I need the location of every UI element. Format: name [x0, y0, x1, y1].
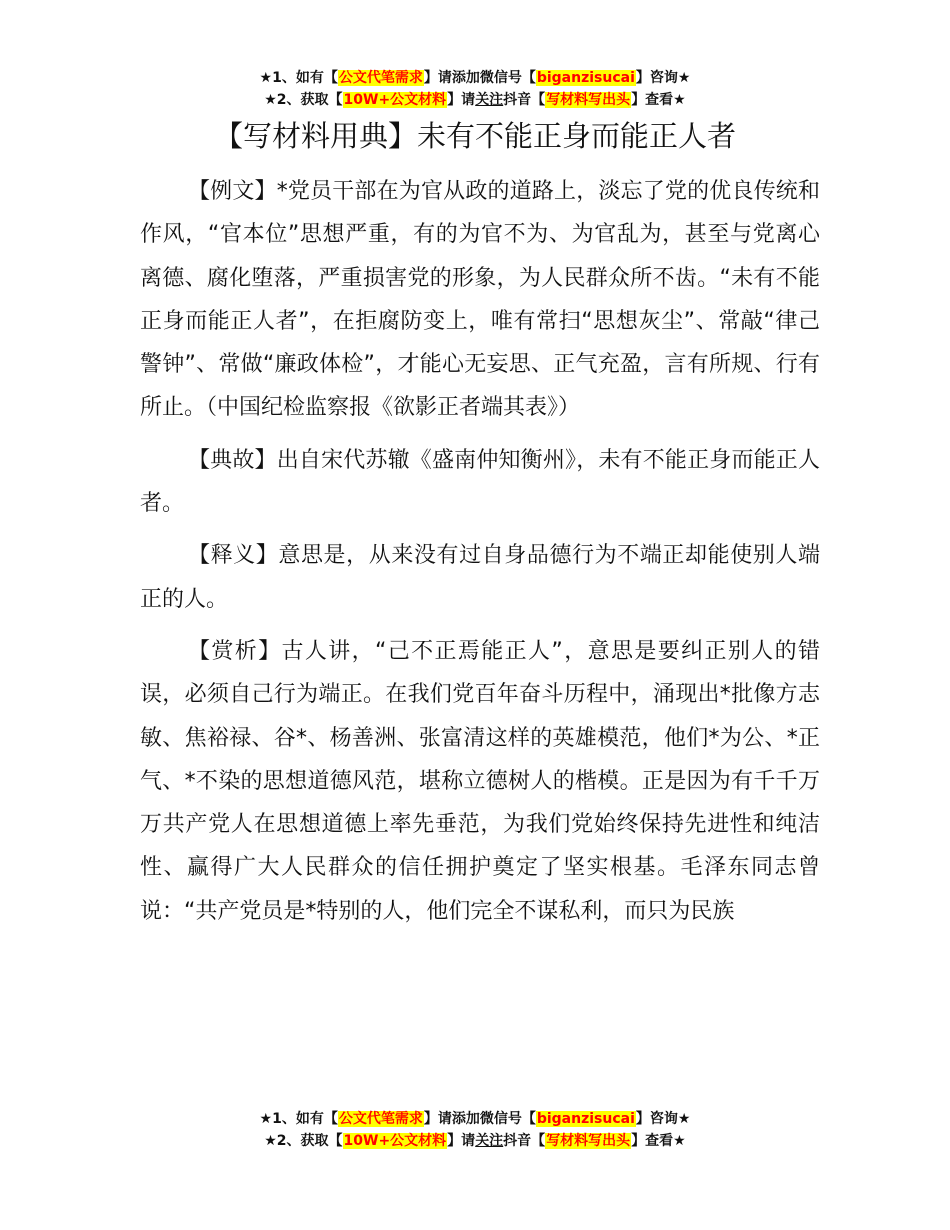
ad-highlight-douyin-account: 写材料写出头 [546, 1133, 631, 1149]
ad-highlight-wechat-id: biganzisucai [536, 70, 635, 86]
ad-highlight-douyin-account: 写材料写出头 [546, 92, 631, 108]
ad-text: 】请 [447, 1133, 476, 1149]
footer-ad [0, 1108, 950, 1152]
ad-text: 微信号【 [479, 70, 536, 86]
header-ad [0, 67, 950, 111]
paragraph-allusion: 【典故】出自宋代苏辙《盛南仲知衡州》，未有不能正身而能正人者。 [140, 447, 820, 517]
ad-text: 】请 [447, 92, 476, 108]
ad-text: 关注 [475, 92, 504, 108]
ad-text: 】请 [423, 70, 452, 86]
ad-text: 添加 [451, 1111, 480, 1127]
ad-text: 】查看★ [631, 1133, 686, 1149]
ad-highlight-materials: 10W+公文材料 [343, 92, 447, 108]
document-title: 【写材料用典】未有不能正身而能正人者 [213, 119, 736, 153]
ad-text: ★1、如有【 [259, 70, 338, 86]
ad-text: 】咨询★ [635, 70, 691, 86]
ad-highlight-wechat-id: biganzisucai [536, 1111, 635, 1127]
ad-text: ★2、获取【 [264, 92, 343, 108]
ad-text: 添加 [451, 70, 480, 86]
header-ad-line-1 [0, 67, 950, 89]
footer-ad-line-1 [0, 1108, 950, 1130]
ad-text: ★1、如有【 [259, 1111, 338, 1127]
ad-highlight-service: 公文代笔需求 [338, 1111, 423, 1127]
ad-text: 微信号【 [479, 1111, 536, 1127]
document-body [140, 170, 820, 942]
ad-text: 关注 [475, 1133, 504, 1149]
paragraph-example: 【例文】*党员干部在为官从政的道路上，淡忘了党的优良传统和作风，“官本位”思想严重，有的为官不为、为官乱为，甚至与党离心离德、腐化堕落，严重损害党的形象，为人民群众所不齿。“未有不能正身而能正人者”，在拒腐防变上，唯有常扫“思想灰尘”、常敲“律己警钟”、常做“廉政体检”，才能心无妄思、正气充盈，言有所规、行有所止。（中国纪检监察报《欲影正者端其表》） [140, 179, 820, 421]
ad-text: 抖音【 [503, 92, 546, 108]
paragraph-appreciation: 【赏析】古人讲，“己不正焉能正人”，意思是要纠正别人的错误，必须自己行为端正。在我们党百年奋斗历程中，涌现出*批像方志敏、焦裕禄、谷*、杨善洲、张富清这样的英雄模范，他们*为公、*正气、*不染的思想道德风范，堪称立德树人的楷模。正是因为有千千万万共产党人在思想道德上率先垂范，为我们党始终保持先进性和纯洁性、赢得广大人民群众的信任拥护奠定了坚实根基。毛泽东同志曾说：“共产党员是*特别的人，他们完全不谋私利，而只为民族 [140, 638, 820, 924]
ad-text: ★2、获取【 [264, 1133, 343, 1149]
ad-text: 】查看★ [631, 92, 686, 108]
ad-text: 抖音【 [503, 1133, 546, 1149]
footer-ad-line-2 [0, 1130, 950, 1152]
ad-text: 】请 [423, 1111, 452, 1127]
header-ad-line-2 [0, 89, 950, 111]
paragraph-meaning: 【释义】意思是，从来没有过自身品德行为不端正却能使别人端正的人。 [140, 543, 820, 612]
ad-highlight-materials: 10W+公文材料 [343, 1133, 447, 1149]
ad-text: 】咨询★ [635, 1111, 691, 1127]
ad-highlight-service: 公文代笔需求 [338, 70, 423, 86]
